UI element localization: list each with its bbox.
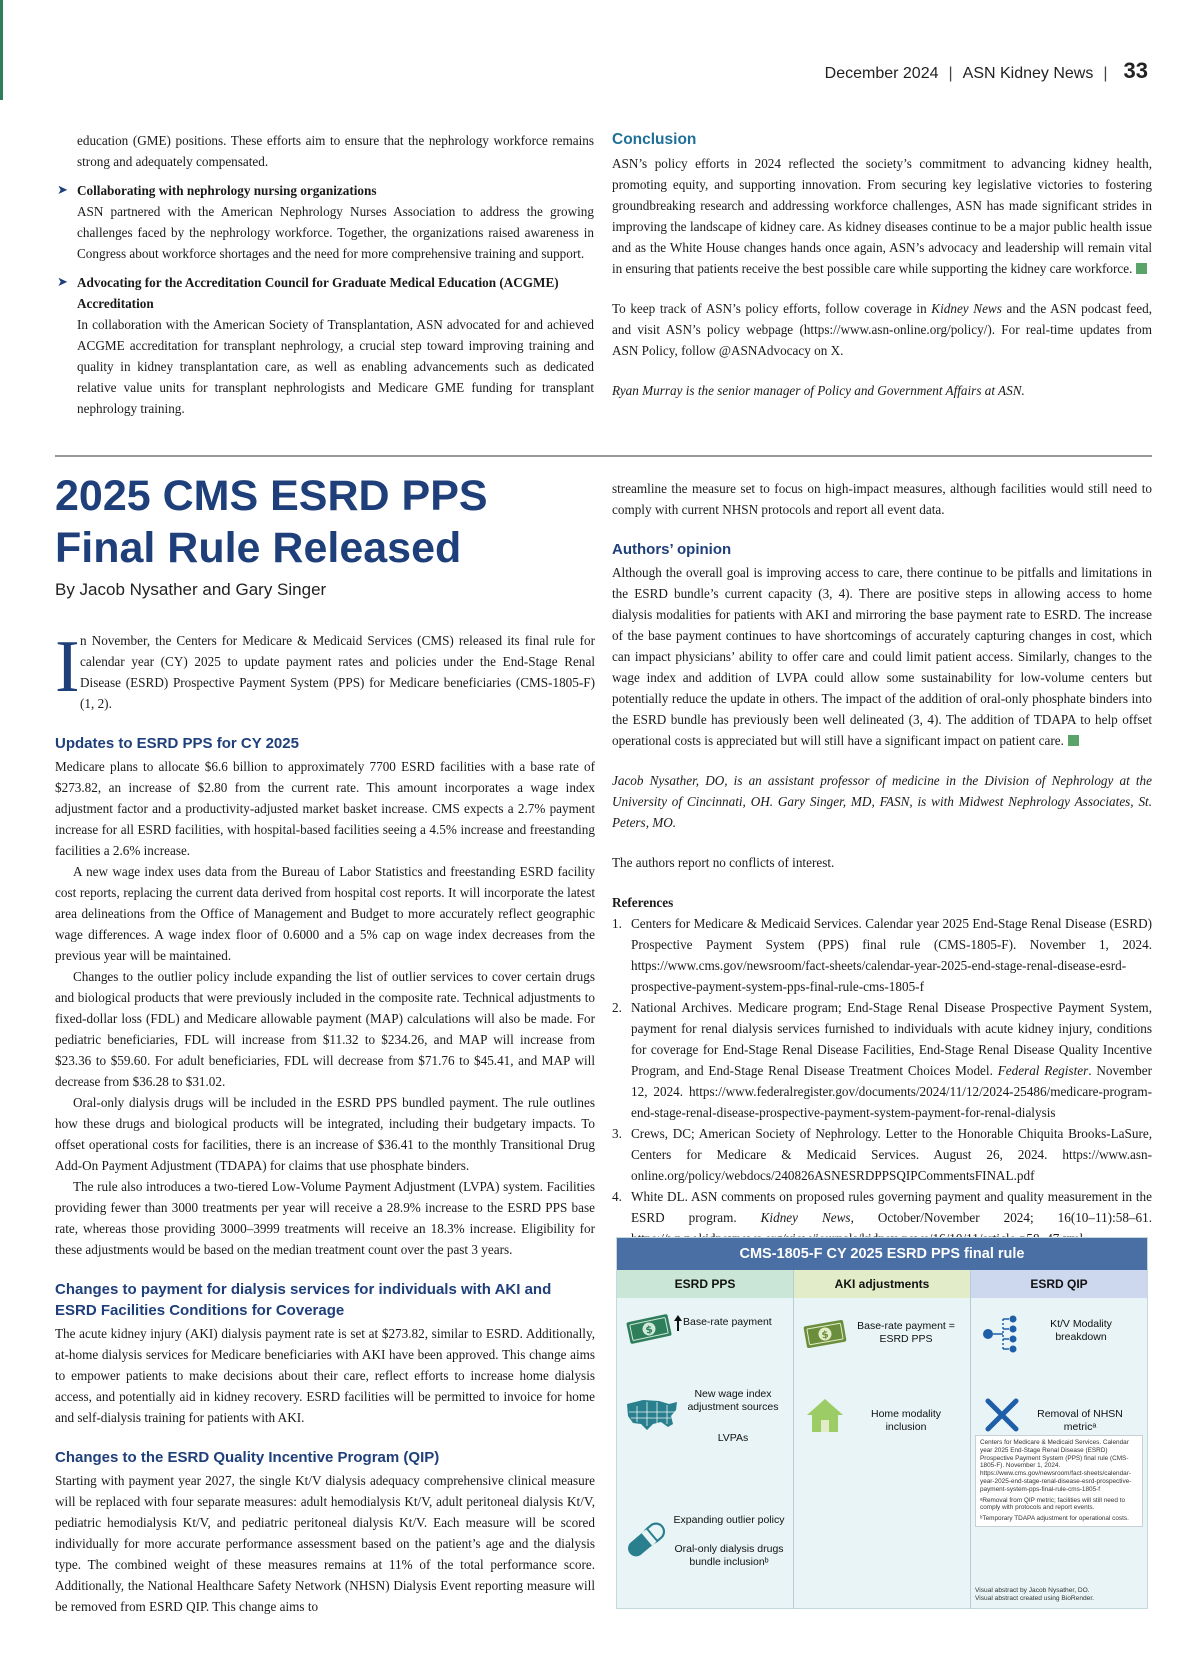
conflicts-statement: The authors report no conflicts of interest.	[612, 855, 835, 870]
column-header: ESRD QIP	[971, 1270, 1147, 1298]
opinion-paragraph	[612, 562, 1152, 751]
page-number: 33	[1123, 58, 1148, 83]
us-map-icon	[623, 1394, 681, 1434]
outlier-policy-label: Expanding outlier policy	[673, 1514, 785, 1526]
author-bio: Jacob Nysather, DO, is an assistant professor of medicine in the Division of Nephrology at the University of Cincinnati, OH. Gary Singer, MD, FASN, is with Midwest Nephrology Associates, St. Peters, MO.	[612, 773, 1152, 830]
bullet-title: Collaborating with nephrology nursing organizations	[77, 183, 377, 198]
reference-number: 2.	[612, 1000, 622, 1015]
lead-text: n November, the Centers for Medicare & Medicaid Services (CMS) released its final rule for calendar year (CY) 2025 to update payment rates and policies under the End-Stage Renal Disease (ESRD) Prospective Payment System (PPS) for Medicare beneficiaries (CMS-1805-F) (1, 2).	[80, 633, 595, 711]
money-bill-icon	[625, 1312, 673, 1346]
references-heading: References	[612, 895, 674, 910]
money-bill-icon	[802, 1318, 848, 1350]
up-arrow-icon	[673, 1314, 683, 1332]
conclusion-text: ASN’s policy efforts in 2024 reflected the society’s commitment to advancing kidney health, promoting equity, and supporting innovation. From securing key legislative victories to fostering groundbreaking research and addressing workforce challenges, ASN has made significant strides in improving the landscape of kidney care. As kidney diseases continue to be a major public health issue and as the White House changes hands once again, ASN’s advocacy and leadership will remain vital in ensuring that patients receive the best possible care while supporting the kidney care workforce.	[612, 156, 1152, 276]
arrow-bullet-icon: ➤	[57, 275, 68, 290]
wage-index-label: New wage index adjustment sources	[687, 1388, 779, 1413]
reference-number: 3.	[612, 1126, 622, 1141]
title-line: 2025 CMS ESRD PPS	[55, 472, 488, 520]
source-reference: Centers for Medicare & Medicaid Services. Calendar year 2025 End-Stage Renal Disease (ESRD) Prospective Payment System (PPS) final rule (CMS-1805-F). November 1, 2024. https://www.cms.gov/newsroom/fact-sheets/calendar-year-2025-end-stage-renal-disease-esrd-prospective-payment-system-pps-final-rule-cms-1805-f	[980, 1439, 1132, 1493]
column-header: ESRD PPS	[617, 1270, 793, 1298]
reference-item	[612, 1123, 1152, 1186]
bullet-text: In collaboration with the American Society of Transplantation, ASN advocated for and achieved ACGME accreditation for transplant nephrology, a crucial step toward improving training and quality in kidney transplantation care, as well as enabling advancements such as dedicated relative value units for transplant nephrologists and Medicare GME funding for transplant nephrology training.	[77, 317, 594, 416]
follow-text: To keep track of ASN’s policy efforts, follow coverage in	[612, 301, 932, 316]
body-paragraph: The acute kidney injury (AKI) dialysis payment rate is set at $273.82, similar to ESRD. Additionally, at-home dialysis services for Medicare beneficiaries with AKI have been approved. This change aims to empower patients to make decisions about their care, reflect efforts to increase home dialysis access, and potentially aid in kidney recovery. ESRD facilities will be permitted to invoice for home and self-dialysis training for patients with AKI.	[55, 1326, 595, 1425]
reference-part: National Archives. Medicare program; End-Stage Renal Disease Prospective Payment System, payment for renal dialysis services furnished to individuals with acute kidney injury, conditions for coverage for End-Stage Renal Disease Facilities, End-Stage Renal Disease Quality Incentive Program, and End-Stage Renal Disease Treatment Choices Model.	[631, 1000, 1152, 1078]
esrd-qip-column	[971, 1270, 1147, 1609]
bullet-item	[57, 180, 594, 264]
page-edge-bar	[0, 0, 3, 100]
svg-text:$: $	[820, 1329, 830, 1342]
end-mark-icon	[1068, 735, 1079, 746]
kidney-news-title: Kidney News	[931, 301, 1002, 316]
article-left-column	[55, 626, 595, 1617]
article-right-column	[612, 478, 1152, 1249]
body-paragraph: Oral-only dialysis drugs will be included in the ESRD PPS bundled payment. The rule outlines how these drugs and biological products will be integrated, including their budgetary impacts. To offset operational costs for facilities, there is an increase of $36.41 to the monthly Transitional Drug Add-On Payment Adjustment (TDAPA) for claims that use phosphate binders.	[55, 1095, 595, 1173]
conclusion-heading: Conclusion	[612, 131, 697, 148]
reference-part: Centers for Medicare & Medicaid Services. Calendar year 2025 End-Stage Renal Disease (ESRD) Prospective Payment System (PPS) final rule (CMS-1805-F). November 1, 2024. https://www.cms.gov/newsroom/fact-sheets/calendar-year-2025-end-stage-renal-disease-esrd-prospective-payment-system-pps-final-rule-cms-1805-f	[631, 916, 1152, 994]
opinion-text: Although the overall goal is improving access to care, there continue to be pitfalls and limitations in the ESRD bundle’s current capacity (3, 4). There are positive steps in allowing access to home dialysis modalities for patients with AKI and mirroring the base payment rate to ESRD. The increase of the base payment continues to have shortcomings of accurately capturing changes in cost, which can impact physicians’ ability to offer care and could limit patient access. Similarly, changes to the wage index and addition of LVPA could allow some sustainability for low-volume centers but potentially reduce the update in others. The impact of the addition of oral-only phosphate binders into the ESRD bundle has previously been well delineated (3, 4). The addition of TDAPA to help offset operational costs is appreciated but will still have a significant impact on patient care.	[612, 565, 1152, 748]
follow-text: and the ASN podcast feed, and visit ASN’s policy webpage (https://www.asn-online.org/policy/). For real-time updates from ASN Policy, follow @ASNAdvocacy on X.	[612, 301, 1153, 358]
journal-title: Federal Register	[997, 1063, 1089, 1078]
aki-adjustments-column	[794, 1270, 971, 1609]
end-mark-icon	[1136, 263, 1147, 274]
reference-item	[612, 913, 1152, 997]
body-paragraph: A new wage index uses data from the Bureau of Labor Statistics and freestanding ESRD facility cost reports, replacing the current data derived from hospital cost reports. It will incorporate the latest area delineations from the Office of Management and Budget to more accurately reflect geographic wage differences. A wage index floor of 0.6000 and a 5% cap on wage index decreases from the previous year will be maintained.	[55, 864, 595, 963]
previous-article-left-column	[57, 130, 594, 419]
bullet-text: ASN partnered with the American Nephrology Nurses Association to address the growing challenges faced by the nephrology workforce. Together, the organizations raised awareness in Congress about workforce shortages and the need for more comprehensive training and support.	[77, 204, 594, 261]
section-heading: Updates to ESRD PPS for CY 2025	[55, 735, 299, 752]
esrd-pps-column	[617, 1270, 794, 1609]
section-heading: Changes to payment for dialysis services for individuals with AKI and ESRD Facilities Conditions for Coverage	[55, 1281, 552, 1319]
footnote-a: ᵃRemoval from QIP metric; facilities will still need to comply with protocols and report events.	[980, 1496, 1126, 1512]
reference-text	[631, 997, 1152, 1123]
house-icon	[804, 1396, 846, 1434]
publication-name: ASN Kidney News	[962, 65, 1094, 82]
reference-text	[631, 1123, 1152, 1186]
section-divider	[55, 455, 1152, 457]
footnote-b: ᵇTemporary TDAPA adjustment for operational costs.	[980, 1515, 1129, 1523]
issue-date: December 2024	[824, 65, 939, 82]
visual-abstract	[616, 1237, 1148, 1609]
reference-part: , October/November 2024; 16(10–11):58–61.	[850, 1210, 1153, 1225]
continuation-paragraph: education (GME) positions. These efforts aim to ensure that the nephrology workforce remains strong and adequately compensated.	[77, 133, 594, 169]
body-paragraph: Medicare plans to allocate $6.6 billion to approximately 7700 ESRD facilities with a base rate of $273.82, an increase of $2.80 from the current rate. This amount incorporates a wage index adjustment factor and a productivity-adjusted market basket increase. CMS expects a 2.7% payment increase for all ESRD facilities, with hospital-based facilities seeing a 4.5% increase and freestanding facilities a 2.6% increase.	[55, 759, 595, 858]
aki-base-rate-label: Base-rate payment = ESRD PPS	[857, 1320, 955, 1345]
references-list	[612, 913, 1152, 1249]
reference-part: Crews, DC; American Society of Nephrology. Letter to the Honorable Chiquita Brooks-LaSure, Centers for Medicare & Medicaid Services. August 26, 2024. https://www.asn-online.org/policy/webdocs/240826ASNESRDPPSQIPCommentsFINAL.pdf	[631, 1126, 1152, 1183]
bullet-title: Advocating for the Accreditation Council for Graduate Medical Education (ACGME) Accreditation	[77, 275, 559, 311]
visual-abstract-title: CMS-1805-F CY 2025 ESRD PPS final rule	[617, 1238, 1147, 1270]
previous-article-right-column	[612, 130, 1152, 401]
reference-text	[631, 913, 1152, 997]
body-paragraph: The rule also introduces a two-tiered Low-Volume Payment Adjustment (LVPA) system. Facilities providing fewer than 3000 treatments per year will receive a 28.9% increase to the ESRD PPS base rate, whereas those providing 3000–3999 treatments will receive an 18.3% increase. Eligibility for these adjustments would be based on the median treatment count over the past 3 years.	[55, 1179, 595, 1257]
oral-drugs-label: Oral-only dialysis drugs bundle inclusionᵇ	[674, 1543, 784, 1568]
nhsn-removal-label: Removal of NHSN metricᵃ	[1037, 1408, 1123, 1433]
ktv-modality-label: Kt/V Modality breakdown	[1050, 1318, 1112, 1343]
header-separator: |	[1103, 65, 1108, 82]
body-paragraph: Changes to the outlier policy include expanding the list of outlier services to cover certain drugs and biological products that were previously included in the composite rate. Technical adjustments to fixed-dollar loss (FDL) and Medicare allowable payment (MAP) calculations will also be made. For pediatric beneficiaries, FDL will increase from $11.32 to $234.26, and MAP will increase from $23.36 to $59.60. For adult beneficiaries, FDL will decrease from $71.76 to $45.41, and MAP will decrease from $36.28 to $31.02.	[55, 969, 595, 1089]
lead-paragraph	[55, 626, 595, 714]
drop-cap: I	[55, 626, 80, 708]
article-title	[55, 470, 595, 574]
bullet-item	[57, 272, 594, 419]
conclusion-paragraph	[612, 153, 1152, 279]
title-line: Final Rule Released	[55, 524, 462, 572]
byline: By Jacob Nysather and Gary Singer	[55, 580, 327, 599]
journal-title: Kidney News	[760, 1210, 851, 1225]
credit-line: Visual abstract created using BioRender.	[975, 1595, 1095, 1602]
body-paragraph: streamline the measure set to focus on high-impact measures, although facilities would still need to comply with current NHSN protocols and report all event data.	[612, 481, 1152, 517]
body-paragraph: Starting with payment year 2027, the single Kt/V dialysis adequacy comprehensive clinical measure will be replaced with four separate measures: adult hemodialysis Kt/V, adult peritoneal dialysis Kt/V, pediatric hemodialysis Kt/V, and pediatric peritoneal dialysis Kt/V. Each measure will be scored individually for more accurate performance assessment based on the patient’s age and the dialysis type. The combined weight of these measures remains at 11% of the total performance score. Additionally, the National Healthcare Safety Network (NHSN) Dialysis Event reporting measure will be removed from ESRD QIP. This change aims to	[55, 1473, 595, 1614]
reference-item	[612, 997, 1152, 1123]
visual-abstract-credit	[975, 1587, 1143, 1603]
lvpa-label: LVPAs	[717, 1432, 749, 1444]
section-heading: Authors’ opinion	[612, 541, 732, 558]
svg-text:$: $	[644, 1324, 654, 1337]
reference-part: . November 12, 2024. https://www.federalregister.gov/documents/2024/11/12/2024-25486/medicare-program-end-stage-renal-disease-prospective-payment-system-payment-for-renal-dialysis	[631, 1063, 1152, 1120]
reference-number: 1.	[612, 916, 622, 931]
column-header: AKI adjustments	[794, 1270, 970, 1298]
pill-capsule-icon	[621, 1518, 671, 1562]
author-bio: Ryan Murray is the senior manager of Policy and Government Affairs at ASN.	[612, 383, 1025, 398]
removal-x-icon	[983, 1396, 1021, 1434]
credit-line: Visual abstract by Jacob Nysather, DO.	[975, 1587, 1090, 1594]
header-separator: |	[948, 65, 953, 82]
base-rate-payment-label: Base-rate payment	[683, 1316, 772, 1328]
follow-paragraph	[612, 298, 1152, 361]
running-head	[825, 58, 1148, 84]
arrow-bullet-icon: ➤	[57, 183, 68, 198]
visual-abstract-footnotes	[975, 1435, 1143, 1527]
network-breakdown-icon	[981, 1314, 1025, 1354]
section-heading: Changes to the ESRD Quality Incentive Program (QIP)	[55, 1449, 440, 1466]
reference-number: 4.	[612, 1189, 622, 1204]
home-modality-label: Home modality inclusion	[870, 1408, 942, 1433]
reference-part: White DL. ASN comments on proposed rules governing payment and quality measurement in the ESRD program.	[631, 1189, 1152, 1225]
